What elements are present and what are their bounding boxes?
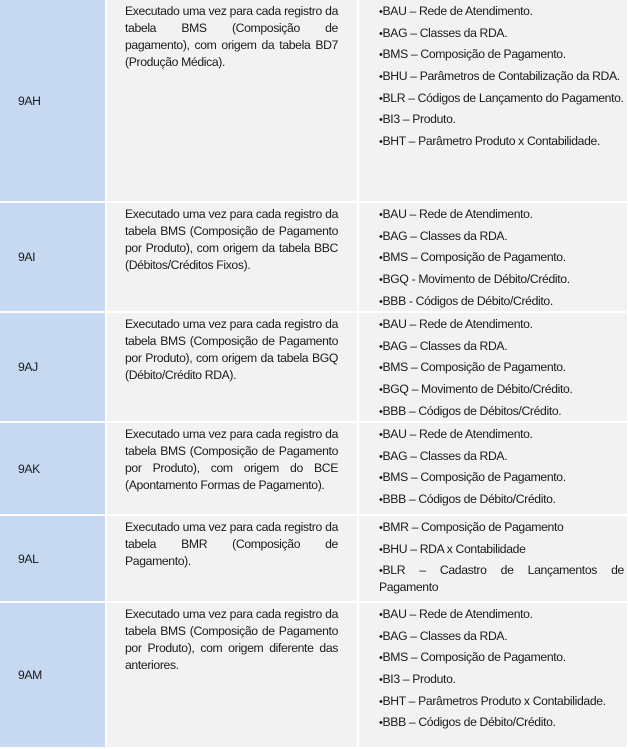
list-item: •BMS – Composição de Pagamento. (379, 250, 566, 265)
list-item: •BGQ - Movimento de Débito/Crédito. (379, 272, 570, 287)
list-item: •BBB – Códigos de Débito/Crédito. (379, 715, 556, 730)
list-item: •BAG – Classes da RDA. (379, 228, 508, 243)
list-item: •BBB – Códigos de Débito/Crédito. (379, 492, 556, 507)
row-description: Executado uma vez para cada registro da tabela BMS (Composição de Pagamento por Produto), com origem da tabela BBC (Débitos/Créditos Fixos). (107, 203, 357, 311)
row-tables-cell (359, 203, 627, 311)
list-item: •BMR – Composição de Pagamento (379, 520, 564, 534)
list-item: •BHU – RDA x Contabilidade (379, 541, 526, 556)
list-item: •BHT – Parâmetros Produto x Contabilidade. (379, 693, 606, 708)
row-id-cell (0, 516, 105, 601)
list-item: •BI3 – Produto. (379, 112, 456, 127)
row-description: Executado uma vez para cada registro da tabela BMS (Composição de pagamento), com origem da tabela BD7 (Produção Médica). (107, 0, 357, 201)
row-description: Executado uma vez para cada registro da tabela BMR (Composição de Pagamento). (107, 516, 357, 601)
row-id-cell (0, 603, 105, 747)
row-tables-cell (359, 516, 627, 601)
list-item: •BAU – Rede de Atendimento. (379, 607, 533, 621)
list-item: •BAU – Rede de Atendimento. (379, 427, 533, 441)
list-item: •BBB – Códigos de Débitos/Crédito. (379, 403, 562, 418)
row-tables-cell (359, 313, 627, 421)
list-item: •BAU – Rede de Atendimento. (379, 207, 533, 221)
row-id: 9AI (18, 250, 36, 264)
list-item: •BLR – Códigos de Lançamento do Pagamento. (379, 90, 624, 105)
row-tables-cell (359, 603, 627, 747)
list-item: •BLR – Cadastro de Lançamentos de Pagamento (379, 563, 624, 595)
row-id: 9AK (18, 461, 40, 476)
list-item: •BAU – Rede de Atendimento. (379, 317, 533, 331)
row-description: Executado uma vez para cada registro da tabela BMS (Composição de Pagamento por Produto), com origem da tabela BGQ (Débito/Crédito RDA). (107, 313, 357, 421)
row-description: Executado uma vez para cada registro da tabela BMS (Composição de Pagamento por Produto), com origem do BCE (Apontamento Formas de Pagamento). (107, 423, 357, 514)
list-item: •BMS – Composição de Pagamento. (379, 360, 566, 375)
row-id-cell (0, 0, 105, 201)
list-item: •BMS – Composição de Pagamento. (379, 470, 566, 485)
list-item: •BAG – Classes da RDA. (379, 448, 508, 463)
list-item: •BAG – Classes da RDA. (379, 338, 508, 353)
list-item: •BHT – Parâmetro Produto x Contabilidade. (379, 134, 600, 149)
row-id: 9AM (18, 668, 42, 682)
row-description: Executado uma vez para cada registro da tabela BMS (Composição de Pagamento por Produto), com origem diferente das anteriores. (107, 603, 357, 747)
row-id: 9AH (18, 93, 41, 108)
row-tables-cell (359, 423, 627, 514)
list-item: •BMS – Composição de Pagamento. (379, 650, 566, 665)
list-item: •BGQ – Movimento de Débito/Crédito. (379, 382, 573, 397)
row-id: 9AL (18, 551, 39, 566)
row-id: 9AJ (18, 360, 38, 374)
list-item: •BAG – Classes da RDA. (379, 628, 508, 643)
row-id-cell (0, 313, 105, 421)
list-item: •BHU – Parâmetros de Contabilização da RDA. (379, 69, 620, 84)
row-id-cell (0, 423, 105, 514)
list-item: •BMS – Composição de Pagamento. (379, 47, 566, 62)
list-item: •BAU – Rede de Atendimento. (379, 4, 533, 18)
row-id-cell (0, 203, 105, 311)
list-item: •BAG – Classes da RDA. (379, 25, 508, 40)
row-tables-cell (359, 0, 627, 201)
list-item: •BI3 – Produto. (379, 672, 456, 687)
list-item: •BBB - Códigos de Débito/Crédito. (379, 293, 553, 308)
